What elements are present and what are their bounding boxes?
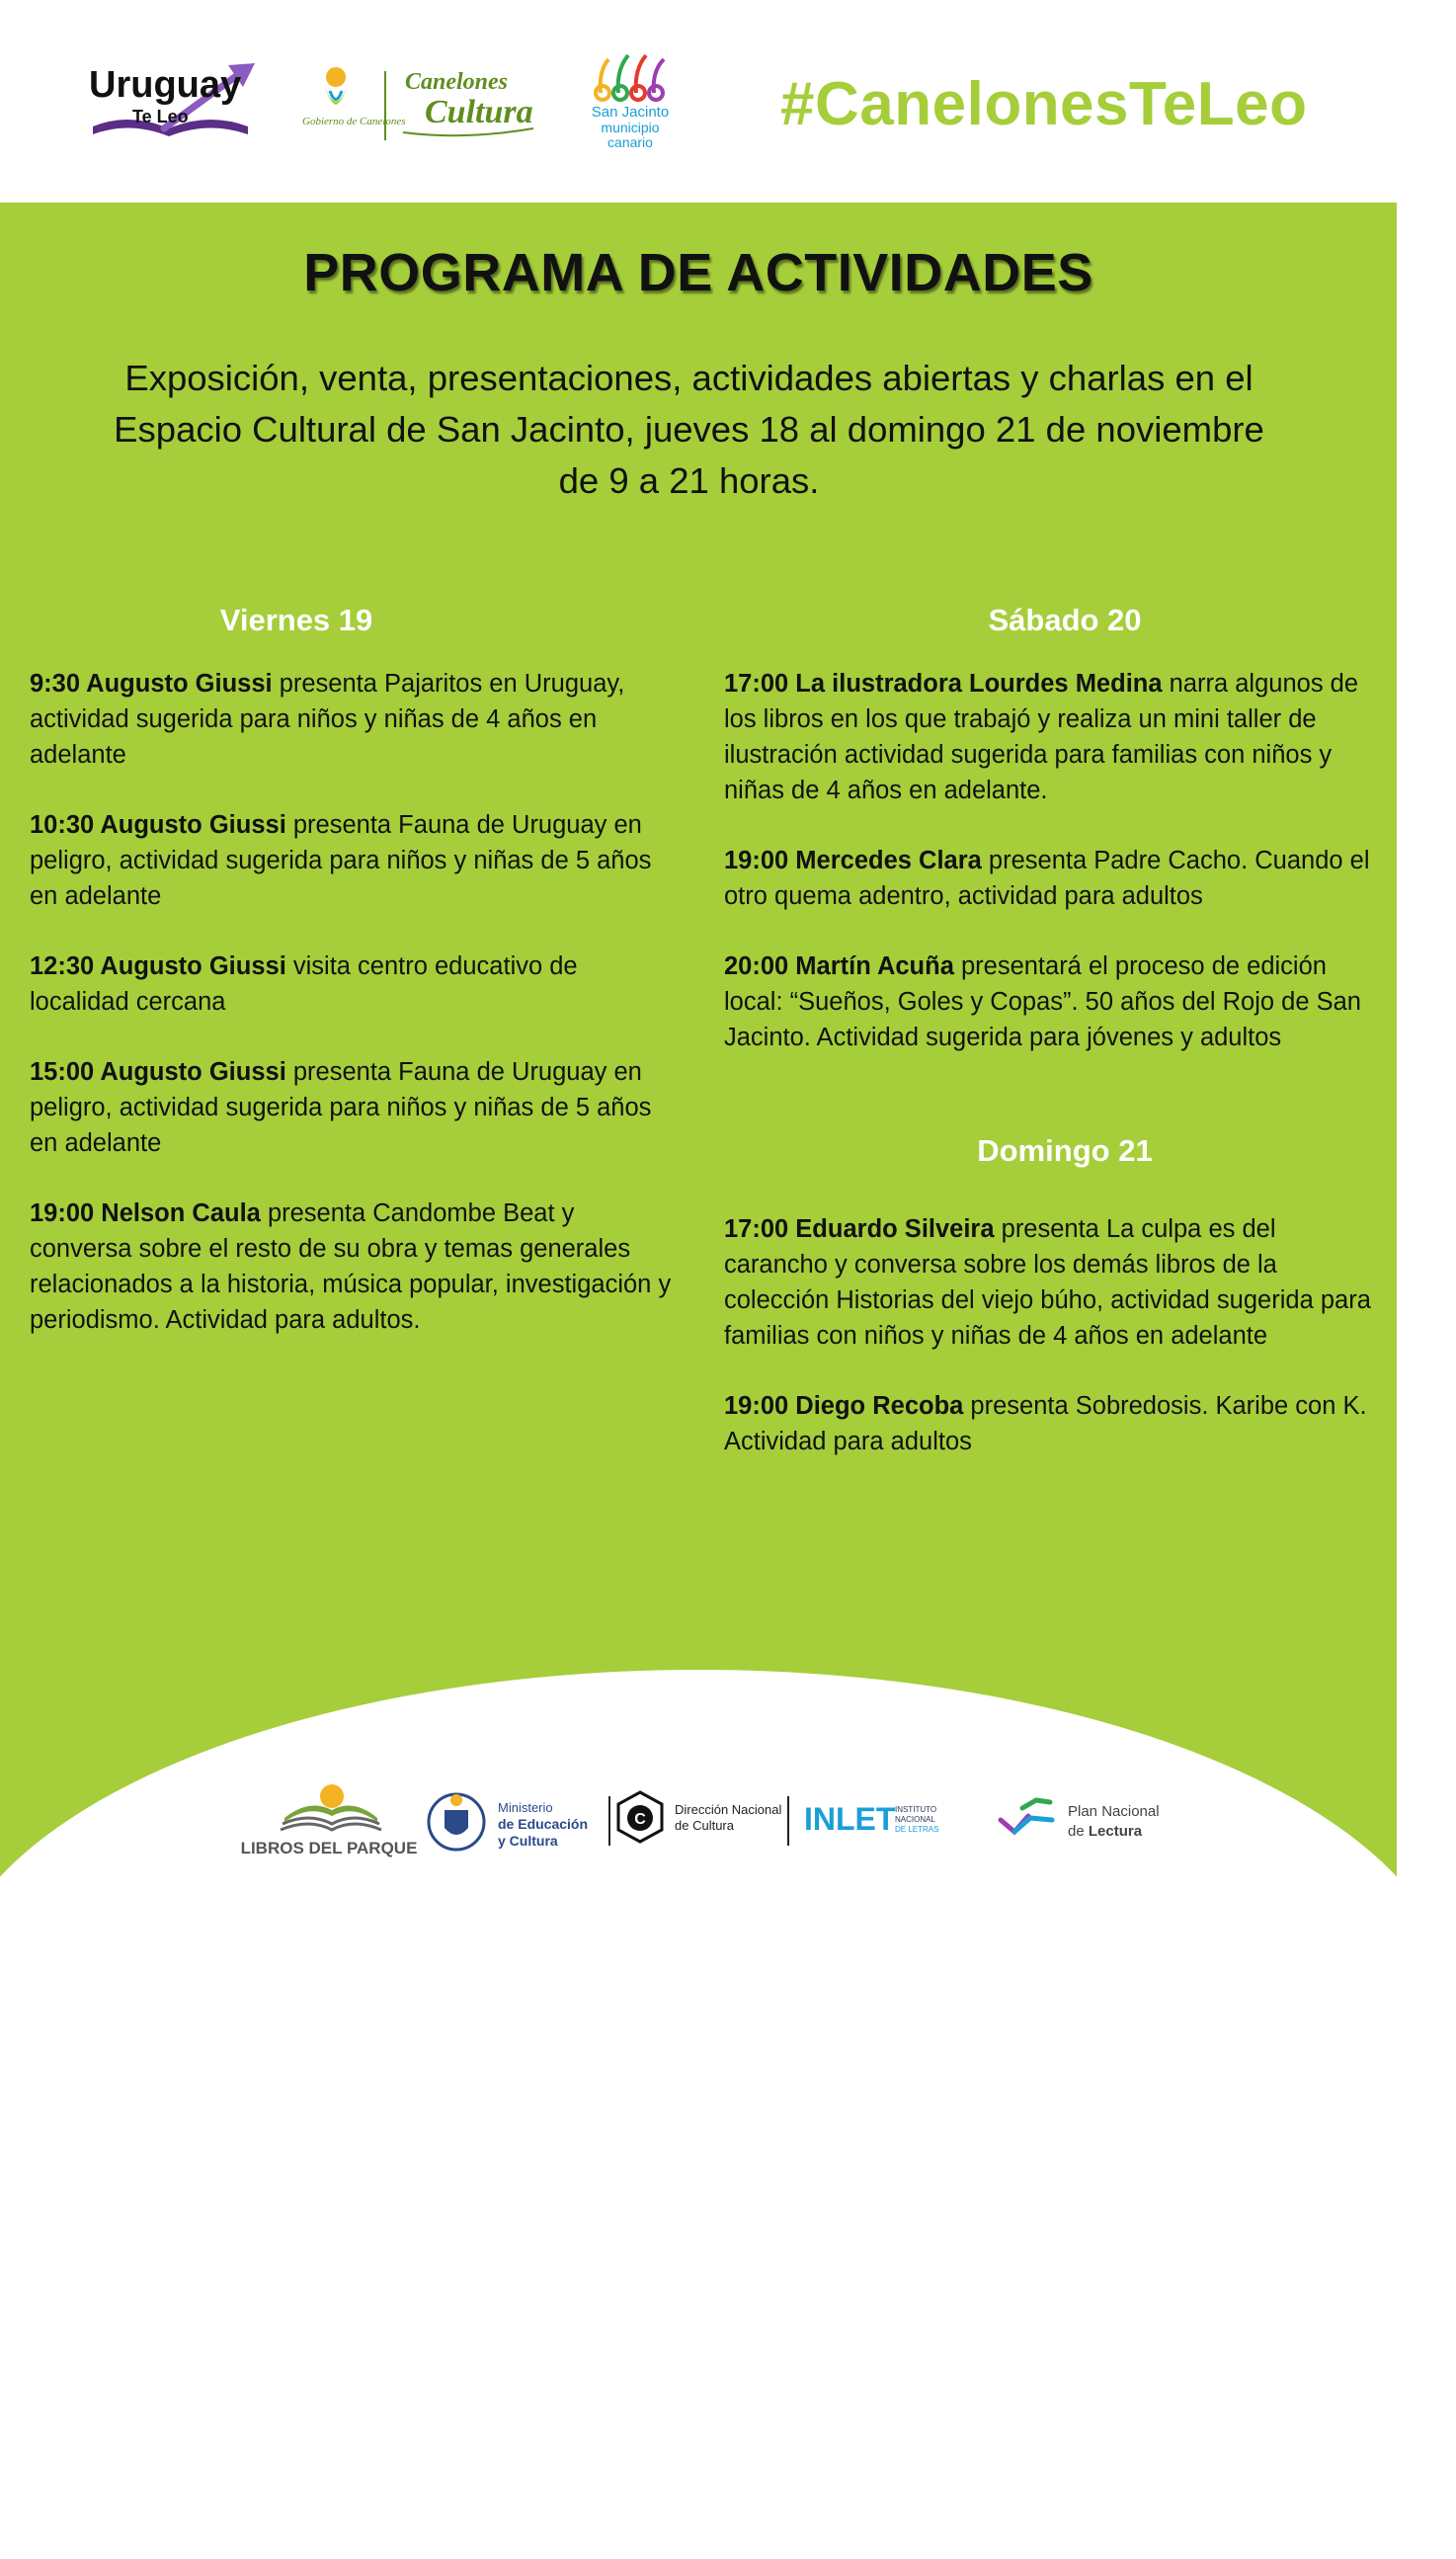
event-description: presenta Padre Cacho. Cuando el otro quema adentro, actividad para adultos bbox=[724, 847, 1370, 910]
event-item bbox=[724, 949, 1376, 1055]
canelones-cultura-logo bbox=[296, 63, 543, 142]
plan-nacional-lectura-logo bbox=[993, 1788, 1195, 1854]
event-description: presenta La culpa es del carancho y conversa sobre los demás libros de la colección Historias del viejo búho, actividad sugerida para familias con niños y niñas de 4 años en adelante bbox=[724, 1215, 1371, 1350]
event-time-speaker: 9:30 Augusto Giussi bbox=[30, 670, 273, 698]
svg-text:y Cultura: y Cultura bbox=[498, 1833, 558, 1849]
svg-text:canario: canario bbox=[607, 134, 653, 150]
ministerio-educacion-cultura-logo bbox=[427, 1782, 595, 1861]
event-time-speaker: 19:00 Nelson Caula bbox=[30, 1199, 261, 1227]
svg-text:DE LETRAS: DE LETRAS bbox=[895, 1825, 939, 1834]
event-item bbox=[30, 807, 672, 914]
svg-text:C: C bbox=[634, 1811, 646, 1828]
direccion-nacional-cultura-logo bbox=[607, 1788, 790, 1854]
svg-text:Cultura: Cultura bbox=[425, 94, 533, 130]
event-description: presenta Sobredosis. Karibe con K. Actividad para adultos bbox=[724, 1392, 1367, 1455]
svg-text:Dirección Nacional: Dirección Nacional bbox=[675, 1802, 782, 1817]
svg-text:INSTITUTO: INSTITUTO bbox=[895, 1805, 937, 1814]
svg-text:Uruguay: Uruguay bbox=[89, 64, 242, 106]
event-description: presenta Candombe Beat y conversa sobre el resto de su obra y temas generales relacionados a la historia, música popular, investigación y periodismo. Actividad para adultos. bbox=[30, 1199, 672, 1334]
program-panel bbox=[0, 203, 1397, 1976]
event-item bbox=[30, 1054, 672, 1161]
intro-paragraph: Exposición, venta, presentaciones, actividades abiertas y charlas en el Espacio Cultural de San Jacinto, jueves 18 al domingo 21 de noviembre de 9 a 21 horas. bbox=[114, 358, 1264, 501]
inlet-logo bbox=[796, 1794, 954, 1844]
svg-text:Gobierno de Canelones: Gobierno de Canelones bbox=[302, 116, 406, 127]
event-description: presenta Pajaritos en Uruguay, actividad sugerida para niños y niñas de 4 años en adelante bbox=[30, 670, 625, 769]
partner-logos bbox=[0, 1778, 1397, 1867]
event-time-speaker: 17:00 La ilustradora Lourdes Medina bbox=[724, 670, 1163, 698]
event-description: narra algunos de los libros en los que trabajó y realiza un mini taller de ilustración actividad sugerida para familias con niños y niñas de 4 años en adelante. bbox=[724, 670, 1359, 804]
event-time-speaker: 17:00 Eduardo Silveira bbox=[724, 1215, 995, 1243]
event-item bbox=[30, 1196, 672, 1338]
day-title-domingo: Domingo 21 bbox=[977, 1133, 1153, 1168]
event-item bbox=[724, 843, 1376, 914]
event-item bbox=[724, 666, 1376, 808]
day-title-sabado: Sábado 20 bbox=[988, 603, 1142, 637]
event-item bbox=[724, 1211, 1376, 1354]
svg-text:Canelones: Canelones bbox=[405, 69, 509, 95]
event-description: visita centro educativo de localidad cercana bbox=[30, 952, 578, 1016]
svg-text:INLET: INLET bbox=[804, 1801, 896, 1837]
svg-text:Plan Nacional: Plan Nacional bbox=[1068, 1803, 1160, 1820]
svg-text:San Jacinto: San Jacinto bbox=[591, 104, 670, 121]
hashtag-canelones-te-leo: #CanelonesTeLeo bbox=[780, 70, 1308, 138]
svg-text:LIBROS DEL PARQUE: LIBROS DEL PARQUE bbox=[240, 1839, 418, 1857]
event-item bbox=[724, 1388, 1376, 1459]
svg-text:NACIONAL: NACIONAL bbox=[895, 1815, 935, 1824]
uruguay-te-leo-logo bbox=[85, 57, 258, 141]
day-title-viernes: Viernes 19 bbox=[219, 603, 373, 637]
event-time-speaker: 19:00 Mercedes Clara bbox=[724, 847, 982, 874]
libros-del-parque-logo bbox=[240, 1780, 418, 1859]
event-description: presenta Fauna de Uruguay en peligro, actividad sugerida para niños y niñas de 5 años en adelante bbox=[30, 811, 652, 910]
event-time-speaker: 10:30 Augusto Giussi bbox=[30, 811, 286, 839]
svg-text:de Cultura: de Cultura bbox=[675, 1818, 734, 1833]
svg-text:Te Leo: Te Leo bbox=[132, 107, 189, 126]
svg-text:Ministerio: Ministerio bbox=[498, 1800, 553, 1815]
event-description: presentará el proceso de edición local: “Sueños, Goles y Copas”. 50 años del Rojo de San Jacinto. Actividad sugerida para jóvenes y adultos bbox=[724, 952, 1361, 1051]
event-time-speaker: 12:30 Augusto Giussi bbox=[30, 952, 286, 980]
event-item bbox=[30, 949, 672, 1020]
san-jacinto-municipio-logo bbox=[589, 51, 688, 150]
event-time-speaker: 15:00 Augusto Giussi bbox=[30, 1058, 286, 1086]
event-description: presenta Fauna de Uruguay en peligro, actividad sugerida para niños y niñas de 5 años en adelante bbox=[30, 1058, 652, 1157]
event-time-speaker: 20:00 Martín Acuña bbox=[724, 952, 954, 980]
svg-text:de Lectura: de Lectura bbox=[1068, 1823, 1143, 1840]
header bbox=[0, 0, 1397, 203]
event-item bbox=[30, 666, 672, 773]
svg-text:municipio: municipio bbox=[601, 120, 660, 135]
page-title: PROGRAMA DE ACTIVIDADES bbox=[303, 243, 1093, 302]
svg-text:de Educación: de Educación bbox=[498, 1816, 589, 1832]
event-time-speaker: 19:00 Diego Recoba bbox=[724, 1392, 964, 1420]
